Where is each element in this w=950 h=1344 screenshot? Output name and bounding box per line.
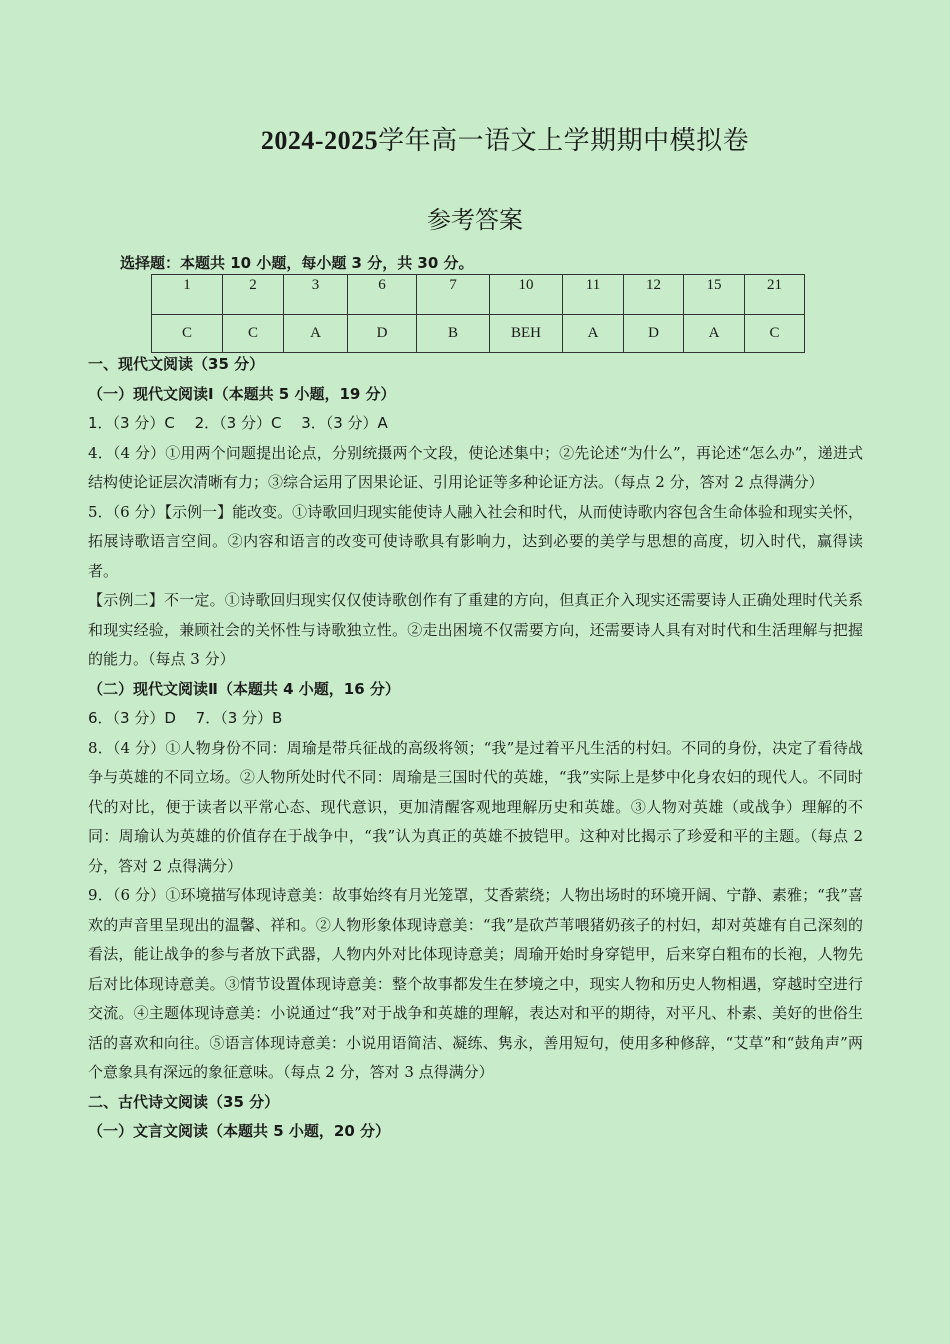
question-number-cell: 21 [745, 275, 805, 315]
title-year: 2024-2025 [260, 126, 379, 155]
subsection-heading-modern-1: （一）现代文阅读Ⅰ（本题共 5 小题，19 分） [88, 384, 396, 403]
answer-q1-3: 1．（3 分）C 2．（3 分）C 3．（3 分）A [88, 414, 388, 432]
answer-table-answer-row [152, 315, 805, 353]
section-heading-classical-reading: 二、古代诗文阅读（35 分） [88, 1092, 280, 1111]
choice-header: 选择题：本题共 10 小题，每小题 3 分，共 30 分。 [120, 254, 474, 272]
subsection-heading-classical-1: （一）文言文阅读（本题共 5 小题，20 分） [88, 1122, 390, 1140]
question-number-cell: 2 [223, 275, 284, 315]
answer-content [88, 350, 863, 1147]
answer-q5-example-2: 【示例二】不一定。①诗歌回归现实仅仅使诗歌创作有了重建的方向，但真正介入现实还需要诗人正确处理时代关系和现实经验，兼顾社会的关怀性与诗歌独立性。②走出困境不仅需要方向，还需要诗人具有对时代和生活理解与把握的能力。（每点 3 分） [88, 591, 863, 668]
answer-cell: C [745, 315, 805, 353]
subsection-heading-modern-2: （二）现代文阅读Ⅱ（本题共 4 小题，16 分） [88, 679, 400, 698]
answer-cell: A [563, 315, 624, 353]
answer-q9: 9．（6 分）①环境描写体现诗意美：故事始终有月光笼罩，艾香萦绕；人物出场时的环境开阔、宁静、素雅；“我”喜欢的声音里呈现出的温馨、祥和。②人物形象体现诗意美：“我”是砍芦苇喂猪奶孩子的村妇，却对英雄有自己深刻的看法，能让战争的参与者放下武器，人物内外对比体现诗意美；周瑜开始时身穿铠甲，后来穿白粗布的长袍，人物先后对比体现诗意美。③情节设置体现诗意美：整个故事都发生在梦境之中，现实人物和历史人物相遇，穿越时空进行交流。④主题体现诗意美：小说通过“我”对于战争和英雄的理解，表达对和平的期待，对平凡、朴素、美好的世俗生活的喜欢和向往。⑤语言体现诗意美：小说用语简洁、凝练、隽永，善用短句，使用多种修辞，“艾草”和“鼓角声”两个意象具有深远的象征意味。（每点 2 分，答对 3 点得满分） [88, 886, 863, 1081]
page-subtitle: 参考答案 [427, 206, 523, 234]
question-number-cell: 10 [490, 275, 563, 315]
question-number-cell: 6 [348, 275, 417, 315]
question-number-cell: 3 [284, 275, 348, 315]
answer-q6-7: 6．（3 分）D 7．（3 分）B [88, 709, 283, 727]
title-text: 学年高一语文上学期期中模拟卷 [378, 126, 750, 156]
answer-table-number-row [152, 275, 805, 315]
page-title [0, 120, 950, 157]
question-number-cell: 15 [684, 275, 745, 315]
answer-cell: C [152, 315, 223, 353]
answer-cell: B [417, 315, 490, 353]
answer-cell: C [223, 315, 284, 353]
answer-cell: A [284, 315, 348, 353]
answer-cell: BEH [490, 315, 563, 353]
answer-table [151, 274, 805, 353]
answer-q8: 8．（4 分）①人物身份不同：周瑜是带兵征战的高级将领；“我”是过着平凡生活的村妇。不同的身份，决定了看待战争与英雄的不同立场。②人物所处时代不同：周瑜是三国时代的英雄，“我”实际上是梦中化身农妇的现代人。不同时代的对比，便于读者以平常心态、现代意识，更加清醒客观地理解历史和英雄。③人物对英雄（或战争）理解的不同：周瑜认为英雄的价值存在于战争中，“我”认为真正的英雄不披铠甲。这种对比揭示了珍爱和平的主题。（每点 2 分，答对 2 点得满分） [88, 738, 863, 875]
answer-q4: 4．（4 分）①用两个问题提出论点，分别统摄两个文段，使论述集中；②先论述“为什么”，再论述“怎么办”，递进式结构使论证层次清晰有力；③综合运用了因果论证、引用论证等多种论证方法。（每点 2 分，答对 2 点得满分） [88, 443, 863, 491]
question-number-cell: 1 [152, 275, 223, 315]
question-number-cell: 12 [624, 275, 684, 315]
section-heading-modern-reading: 一、现代文阅读（35 分） [88, 355, 265, 373]
answer-q5-example-1: 5．（6 分）【示例一】能改变。①诗歌回归现实能使诗人融入社会和时代，从而使诗歌内容包含生命体验和现实关怀，拓展诗歌语言空间。②内容和语言的改变可使诗歌具有影响力，达到必要的美学与思想的高度，切入时代，赢得读者。 [88, 502, 863, 580]
question-number-cell: 11 [563, 275, 624, 315]
answer-cell: D [624, 315, 684, 353]
answer-cell: A [684, 315, 745, 353]
question-number-cell: 7 [417, 275, 490, 315]
answer-cell: D [348, 315, 417, 353]
